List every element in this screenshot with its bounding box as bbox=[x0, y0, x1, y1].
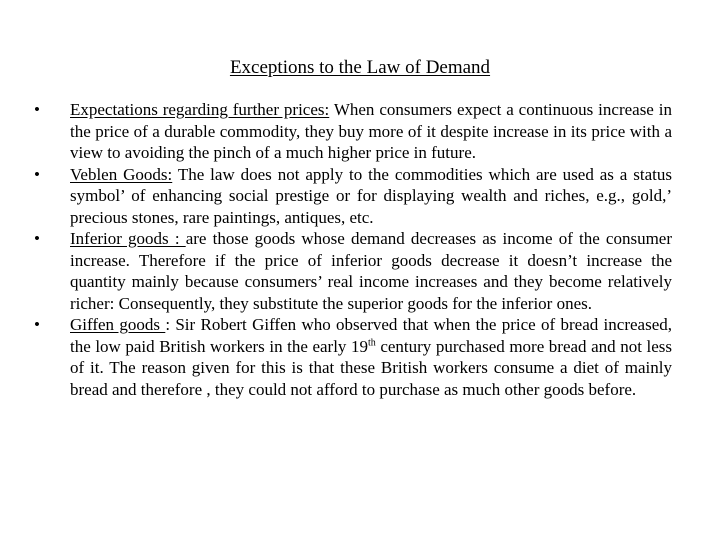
item-text: : Sir Robert Giffen who observed that when the price of bread increased, the low paid British workers in the early 19 bbox=[70, 315, 672, 356]
term-inferior-goods: Inferior goods : bbox=[70, 229, 186, 248]
list-item-expectations bbox=[30, 99, 672, 164]
list-item-giffen-goods bbox=[30, 314, 672, 400]
superscript-th: th bbox=[367, 336, 376, 348]
list-item-veblen-goods bbox=[30, 164, 672, 229]
term-expectations: Expectations regarding further prices: bbox=[70, 100, 330, 119]
item-text: When consumers expect a continuous increase in the price of a durable commodity, they buy more of it despite increase in its price with a view to avoiding the pinch of a much higher price in future. bbox=[70, 100, 672, 162]
bullet-icon: • bbox=[34, 230, 40, 247]
item-text-continued: century purchased more bread and not less of it. The reason given for this is that these British workers consume a diet of mainly bread and therefore , they could not afford to purchase as much other goods before. bbox=[70, 336, 672, 399]
bullet-icon: • bbox=[34, 101, 40, 118]
list-item-inferior-goods bbox=[30, 228, 672, 314]
bullet-icon: • bbox=[34, 316, 40, 333]
page-title: Exceptions to the Law of Demand bbox=[229, 57, 491, 78]
exceptions-list bbox=[30, 99, 672, 400]
item-text: The law does not apply to the commodities which are used as a status symbol’ of enhancing social prestige or for displaying wealth and riches, e.g., gold,’ precious stones, rare paintings, antiques, etc. bbox=[70, 164, 672, 227]
bullet-icon: • bbox=[34, 165, 40, 183]
item-text: are those goods whose demand decreases as income of the consumer increase. Therefore if the price of inferior goods decrease it doesn’t increase the quantity mainly because consumers’ real income increases and they become relatively richer: Consequently, they substitute the superior goods for the inferior ones. bbox=[70, 229, 672, 313]
term-giffen-goods: Giffen goods bbox=[70, 315, 166, 334]
term-veblen-goods: Veblen Goods: bbox=[70, 164, 173, 184]
